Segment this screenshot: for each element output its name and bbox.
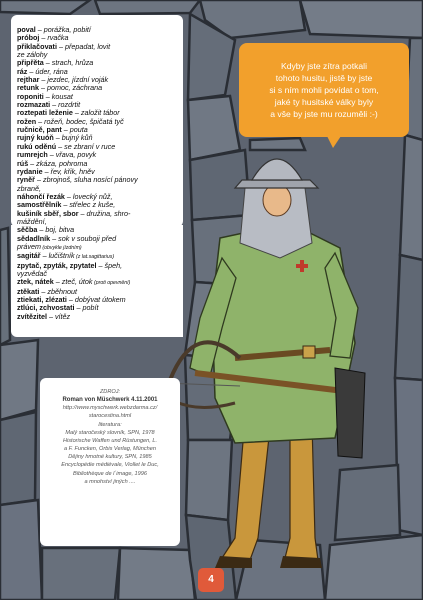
source-line: Encyclopédie médiévale, Viollet le Duc, (61, 462, 159, 469)
glossary-term: ryněř (17, 175, 35, 185)
glossary-definition: ze zálohy (17, 50, 48, 60)
glossary-definition: – rvačka (39, 33, 69, 43)
source-line: Historische Waffen und Rüstungen, L. (62, 437, 158, 444)
speech-bubble-line: tohoto husitu, jistě by jste (275, 73, 373, 83)
hussite-crossbowman-illustration (140, 118, 408, 570)
glossary-definition: – rožeň, bodec, špičatá tyč (36, 116, 124, 126)
glossary-definition: – sok v souboji před (50, 233, 117, 243)
glossary-definition: – zběhnout (39, 286, 77, 296)
page-number: 4 (198, 568, 224, 592)
glossary-note: (obvykle jízdním) (40, 244, 82, 251)
glossary-term: ztěkati (17, 286, 40, 296)
glossary-term: roponiti (17, 91, 44, 101)
glossary-definition: – rozdrtit (50, 100, 81, 110)
speech-bubble-line: Kdyby jste zítra potkali (281, 61, 367, 71)
glossary-definition: vyzvědač (17, 268, 47, 278)
glossary-definition: – založit tábor (72, 108, 120, 118)
glossary-term: rožen (17, 116, 37, 126)
glossary-term: zpytač, zpyták, zpytatel (17, 260, 97, 270)
glossary-term: sěčba (17, 225, 38, 235)
speech-bubble-line: a vše by jste mu rozuměli :-) (270, 109, 378, 119)
glossary-term: rukú oděnú (17, 141, 57, 151)
glossary-term: ztiekati, zlézati (17, 295, 67, 304)
speech-bubble-text (246, 60, 402, 120)
glossary-definition: – boj, bitva (37, 225, 75, 235)
glossary-definition: zbraně, (17, 183, 41, 193)
glossary-definition: – pobít (74, 303, 99, 313)
glossary-term: sědadlník (17, 233, 51, 243)
source-line: starocestina.html (88, 413, 132, 420)
glossary-term: próboj (17, 33, 40, 43)
glossary-term: roztepati leženie (17, 108, 73, 118)
glossary-definition: – lovecký nůž, (64, 191, 113, 201)
sources-text (40, 388, 180, 486)
glossary-term: rumrejch (17, 150, 48, 160)
glossary-term: přiklačovati (17, 41, 57, 51)
glossary-definition: – jezdec, jízdní voják (39, 75, 109, 85)
speech-bubble-line: jaké ty husitské války byly (274, 97, 374, 107)
glossary-term: rozmazati (17, 100, 51, 110)
glossary-definition: – družina, shro- (78, 208, 131, 218)
glossary-definition: máždění, (17, 216, 47, 226)
glossary-term: retunk (17, 83, 39, 93)
glossary-term: připřěta (17, 58, 44, 68)
glossary-definition: – zteč, útok (53, 277, 93, 287)
glossary-definition: – pouta (61, 125, 88, 135)
glossary-definition: – vítěz (46, 311, 71, 321)
glossary-definition: – pomoc, záchrana (38, 83, 103, 93)
glossary-definition: – střelec z kuše, (61, 200, 116, 210)
source-line: Dějiny hmotné kultury, SPN, 1985 (68, 454, 152, 461)
glossary-definition: – se zbraní v ruce (56, 141, 116, 151)
glossary-note: (proti opevnění) (92, 280, 131, 287)
glossary-term: rydanie (17, 166, 43, 176)
glossary-definition: – strach, hrůza (43, 58, 94, 68)
glossary-term: samostřělník (17, 200, 62, 210)
glossary-term: ztek, nátek (17, 277, 54, 287)
source-line: literatura: (98, 421, 122, 428)
glossary-definition: právem (17, 241, 41, 251)
glossary-definition: – řev, křik, hněv (42, 166, 95, 176)
source-line: http://www.myschwerk.webzdarma.cz/ (62, 405, 158, 412)
glossary-definition: – úder, rána (27, 66, 68, 76)
glossary-definition: – vřava, povyk (47, 150, 97, 160)
glossary-definition: – bujný kůň (53, 133, 93, 143)
glossary-definition: – lučištník (40, 251, 75, 261)
glossary-term: rujný kuóň (17, 133, 54, 143)
glossary-term: poval (17, 25, 36, 34)
glossary-definition: – kousat (43, 91, 73, 101)
source-line: Bibliothèque de l´image, 1996 (72, 470, 147, 477)
glossary-definition: – přepadat, lovit (56, 41, 111, 51)
source-line: ZDROJ: (99, 389, 121, 395)
source-line: a F. Funcken, Orbis Verlag, München (63, 446, 157, 453)
glossary-term: sagitář (17, 251, 41, 261)
glossary-term: náhončí řezák (17, 191, 65, 201)
source-line: Roman von Müschwerk 4.11.2001 (62, 397, 158, 404)
glossary-term: ráz (17, 66, 28, 76)
glossary-term: ručnicě, pant (17, 125, 62, 135)
glossary-term: zvítězitel (17, 311, 47, 321)
glossary-definition: – porážka, pobití (35, 25, 91, 34)
glossary-term: rúš (17, 158, 29, 168)
source-line: Malý staročeský slovník, SPN, 1978 (65, 429, 155, 436)
source-line: a mnohství jiných .... (84, 478, 136, 485)
glossary-definition: – zbrojnoš, sluha nosící pánovy (34, 175, 138, 185)
glossary-term: ztlúci, zchvostati (17, 303, 75, 313)
glossary-term: rejthar (17, 75, 40, 85)
glossary-definition: – dobývat útokem (66, 295, 126, 304)
glossary-definition: – špeh, (96, 260, 123, 270)
glossary-definition: – zkáza, pohroma (28, 158, 88, 168)
glossary-term: kušiník sběř, sbor (17, 208, 79, 218)
speech-bubble-line: si s ním mohli povídat o tom, (269, 85, 379, 95)
glossary-note: (z lat.sagittarius) (74, 254, 115, 261)
